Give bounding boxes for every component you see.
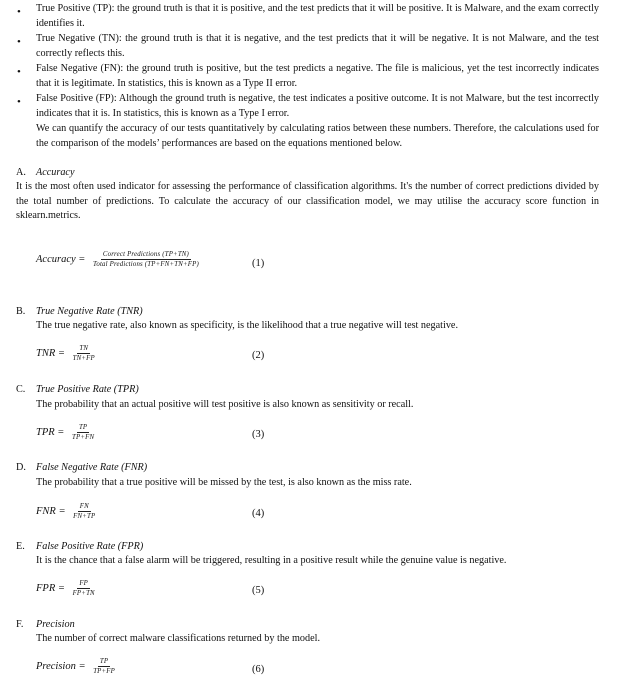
section-title: False Negative Rate (FNR) [36, 462, 148, 473]
section-text-tnr: The true negative rate, also known as specificity, is the likelihood that a true negative will test negative. [36, 320, 458, 331]
section-heading-fnr [16, 461, 147, 475]
bullet-true-positive: True Positive (TP): the ground truth is that it is positive, and the test predicts that it will be positive. It is Malware, and the exam correctly identifies it. [36, 3, 599, 29]
fraction-denominator: TP+FN [72, 434, 95, 441]
fraction [71, 503, 97, 520]
fraction [70, 424, 96, 441]
fraction-numerator: TP [99, 658, 109, 665]
section-text-fnr: The probability that a true positive will be missed by the test, is also known as the miss rate. [36, 477, 412, 488]
fraction [71, 580, 97, 597]
equation-label: TNR = [36, 348, 65, 359]
section-title: Precision [36, 619, 75, 630]
equation-number: (5) [252, 585, 265, 596]
equation-number: (2) [252, 350, 265, 361]
equation-label: Precision = [36, 661, 86, 672]
bullet-mark: • [17, 6, 21, 18]
section-letter: F. [16, 619, 24, 630]
section-title: Accuracy [36, 167, 75, 178]
fraction-numerator: Correct Predictions (TP+TN) [102, 251, 190, 258]
fraction [71, 345, 97, 362]
fraction-numerator: TN [79, 345, 89, 352]
section-text-precision: The number of correct malware classifications returned by the model. [36, 633, 321, 644]
equation-label: FNR = [36, 506, 66, 517]
fraction-denominator: Total Predictions (TP+FN+TN+FP) [92, 261, 199, 268]
equation-tnr [36, 345, 97, 362]
bullet-mark: • [17, 36, 21, 48]
bullet-false-positive: False Positive (FP): Although the ground truth is negative, the test indicates a positive outcome. It is not Malware, but the test incorrectly indicates that it is. In statistics, this is known as a Type I error. [36, 93, 599, 119]
intro-paragraph: We can quantify the accuracy of our tests quantitatively by calculating ratios between these numbers. Therefore, the calculations used for the comparison of the models’ performances are based on the equations mentioned below. [36, 123, 599, 149]
section-heading-fpr [16, 540, 143, 554]
section-text-fpr: It is the chance that a false alarm will be triggered, resulting in a positive result while the genuine value is negative. [36, 555, 507, 566]
bullet-false-negative: False Negative (FN): the ground truth is positive, but the test predicts a negative. The file is malicious, yet the test incorrectly indicates that it is legitimate. In statistics, this is known as a Type II error. [36, 63, 599, 89]
equation-accuracy [36, 251, 201, 268]
section-title: True Negative Rate (TNR) [36, 306, 143, 317]
section-heading-accuracy [16, 166, 74, 180]
equation-fnr [36, 503, 97, 520]
section-heading-tnr [16, 305, 143, 319]
fraction [91, 251, 201, 268]
equation-label: FPR = [36, 583, 65, 594]
equation-label: Accuracy = [36, 254, 86, 265]
bullet-mark: • [17, 96, 21, 108]
fraction-numerator: TP [78, 424, 88, 431]
fraction [91, 658, 117, 675]
section-letter: D. [16, 462, 26, 473]
equation-fpr [36, 580, 97, 597]
section-heading-precision [16, 618, 75, 632]
equation-label: TPR = [36, 427, 65, 438]
equation-number: (3) [252, 429, 265, 440]
section-letter: A. [16, 167, 26, 178]
fraction-denominator: TN+FP [72, 355, 95, 362]
fraction-numerator: FN [79, 503, 89, 510]
fraction-denominator: TP+FP [93, 668, 116, 675]
section-title: True Positive Rate (TPR) [36, 384, 139, 395]
section-text-tpr: The probability that an actual positive will test positive is also known as sensitivity or recall. [36, 399, 414, 410]
equation-precision [36, 658, 117, 675]
equation-number: (1) [252, 258, 265, 269]
section-text-accuracy: It is the most often used indicator for assessing the performance of classification algorithms. It's the number of correct predictions divided by the total number of predictions. To calculate the accuracy of our classification model, we may utilise the accuracy score function in sklearn.metrics. [16, 181, 599, 222]
section-letter: C. [16, 384, 26, 395]
bullet-mark: • [17, 66, 21, 78]
equation-number: (4) [252, 508, 265, 519]
bullet-true-negative: True Negative (TN): the ground truth is that it is negative, and the test predicts that it will be negative. It is not Malware, and the test correctly reflects this. [36, 33, 599, 59]
equation-number: (6) [252, 664, 265, 675]
fraction-numerator: FP [79, 580, 89, 587]
section-letter: E. [16, 541, 25, 552]
section-heading-tpr [16, 383, 139, 397]
fraction-denominator: FP+TN [72, 590, 95, 597]
section-title: False Positive Rate (FPR) [36, 541, 144, 552]
fraction-denominator: FN+TP [73, 513, 96, 520]
section-letter: B. [16, 306, 26, 317]
equation-tpr [36, 424, 96, 441]
